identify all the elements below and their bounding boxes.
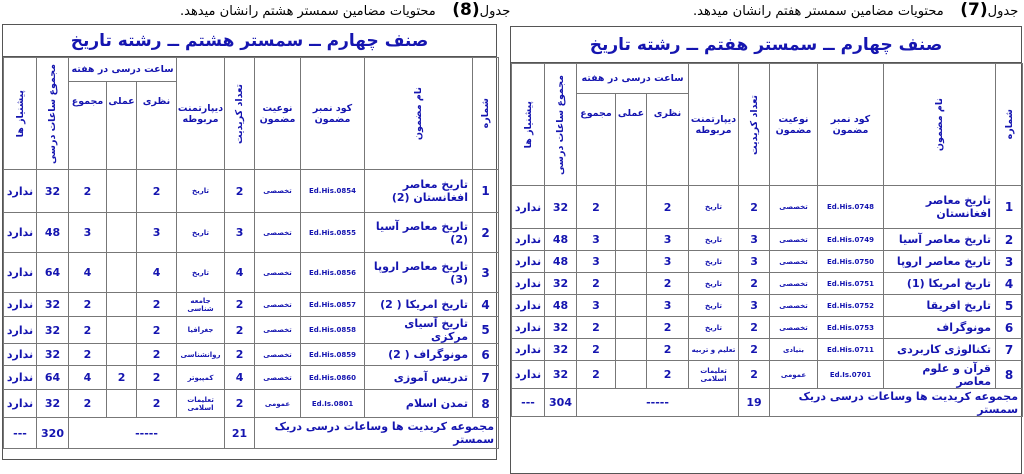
subject-name: تدریس آموزی xyxy=(365,366,473,390)
prerequisite: ندارد xyxy=(4,293,37,317)
total-hours: 32 xyxy=(37,344,69,366)
subject-code: Ed.His.0854 xyxy=(301,170,365,213)
practical-hours xyxy=(616,339,647,361)
subject-name: تاریخ معاصر اروپا xyxy=(884,251,996,273)
department: کمپیوتر xyxy=(177,366,225,390)
subject-code: Ed.His.0711 xyxy=(818,339,884,361)
subject-name: مونوگراف xyxy=(884,317,996,339)
prerequisite: ندارد xyxy=(512,361,545,389)
subject-type: تخصصی xyxy=(770,229,818,251)
weekly-total: 3 xyxy=(577,251,616,273)
prerequisite: ندارد xyxy=(4,390,37,418)
footer-weekly: ----- xyxy=(577,389,739,417)
header-total: مجموع xyxy=(69,82,107,170)
semester8-table xyxy=(3,57,499,449)
subject-name: تاریخ معاصر افغانستان (2) xyxy=(365,170,473,213)
weekly-total: 2 xyxy=(69,390,107,418)
department: جامعه شناسی xyxy=(177,293,225,317)
department: تاریخ xyxy=(177,253,225,293)
header-subject: نام مضمون xyxy=(884,64,996,186)
weekly-total: 2 xyxy=(577,339,616,361)
practical-hours xyxy=(107,293,137,317)
practical-hours xyxy=(616,273,647,295)
total-hours: 32 xyxy=(545,339,577,361)
theory-hours: 2 xyxy=(647,339,689,361)
table-row xyxy=(4,293,499,317)
footer-credits: 21 xyxy=(225,418,255,449)
table-row xyxy=(4,366,499,390)
semester7-panel xyxy=(510,26,1022,474)
header-practical: عملی xyxy=(107,82,137,170)
semester8-footer xyxy=(4,418,499,449)
subject-type: تخصصی xyxy=(255,213,301,253)
total-hours: 32 xyxy=(545,361,577,389)
theory-hours: 2 xyxy=(647,186,689,229)
footer-label: مجموعه کریدیت ها وساعات درسی دریک سمستر xyxy=(255,418,499,449)
department: تعلیمات اسلامی xyxy=(689,361,739,389)
header-subject: نام مضمون xyxy=(365,58,473,170)
table-row xyxy=(4,317,499,344)
prerequisite: ندارد xyxy=(512,295,545,317)
department: تاریخ xyxy=(689,186,739,229)
row-number: 3 xyxy=(996,251,1023,273)
header-dept: دیپارتمنت مربوطه xyxy=(689,64,739,186)
subject-name: تاریخ امریکا ( 2) xyxy=(365,293,473,317)
table-row xyxy=(512,295,1023,317)
practical-hours xyxy=(616,361,647,389)
header-weekly-hours: ساعت درسی در هفته xyxy=(577,64,689,94)
credits: 4 xyxy=(225,366,255,390)
theory-hours: 3 xyxy=(137,213,177,253)
total-hours: 32 xyxy=(545,186,577,229)
subject-name: تاریخ امریکا (1) xyxy=(884,273,996,295)
table7-caption xyxy=(693,0,1018,20)
subject-type: بنیادی xyxy=(770,339,818,361)
credits: 3 xyxy=(739,295,770,317)
subject-type: عمومی xyxy=(255,390,301,418)
header-theory: نظری xyxy=(137,82,177,170)
department: تعلیم و تربیه xyxy=(689,339,739,361)
table-row xyxy=(512,251,1023,273)
theory-hours: 2 xyxy=(137,293,177,317)
row-number: 6 xyxy=(996,317,1023,339)
credits: 3 xyxy=(225,213,255,253)
subject-name: تاریخ آسیای مرکزی xyxy=(365,317,473,344)
credits: 2 xyxy=(739,273,770,295)
prerequisite: ندارد xyxy=(512,317,545,339)
prerequisite: ندارد xyxy=(4,317,37,344)
header-code: کود نمبر مضمون xyxy=(818,64,884,186)
credits: 2 xyxy=(739,361,770,389)
subject-type: تخصصی xyxy=(255,366,301,390)
row-number: 2 xyxy=(996,229,1023,251)
subject-name: قرآن و علوم معاصر xyxy=(884,361,996,389)
weekly-total: 2 xyxy=(577,361,616,389)
practical-hours xyxy=(616,317,647,339)
footer-prereq: --- xyxy=(512,389,545,417)
header-row-number: شماره xyxy=(996,64,1023,186)
department: تاریخ xyxy=(177,170,225,213)
subject-type: تخصصی xyxy=(770,317,818,339)
caption-text: محتویات مضامین سمستر هفتم رانشان میدهد. xyxy=(693,4,944,19)
total-hours: 32 xyxy=(37,170,69,213)
credits: 2 xyxy=(225,170,255,213)
table-row xyxy=(512,339,1023,361)
practical-hours xyxy=(107,253,137,293)
total-hours: 32 xyxy=(545,273,577,295)
subject-code: Ed.His.0856 xyxy=(301,253,365,293)
subject-type: تخصصی xyxy=(770,186,818,229)
department: تاریخ xyxy=(689,317,739,339)
department: روانشناسی xyxy=(177,344,225,366)
weekly-total: 2 xyxy=(577,186,616,229)
header-type: نوعیت مضمون xyxy=(255,58,301,170)
subject-code: Ed.His.0857 xyxy=(301,293,365,317)
practical-hours: 2 xyxy=(107,366,137,390)
footer-hours: 304 xyxy=(545,389,577,417)
semester8-panel xyxy=(2,24,497,460)
subject-code: Ed.His.0859 xyxy=(301,344,365,366)
total-hours: 48 xyxy=(545,295,577,317)
subject-code: Ed.His.0858 xyxy=(301,317,365,344)
header-practical: عملی xyxy=(616,94,647,186)
header-total-hours: مجموع ساعات درسی xyxy=(37,58,69,170)
subject-type: تخصصی xyxy=(255,293,301,317)
row-number: 7 xyxy=(473,366,499,390)
subject-type: تخصصی xyxy=(255,253,301,293)
row-number: 8 xyxy=(996,361,1023,389)
credits: 2 xyxy=(739,339,770,361)
theory-hours: 2 xyxy=(647,273,689,295)
table-row xyxy=(512,186,1023,229)
prerequisite: ندارد xyxy=(512,186,545,229)
weekly-total: 4 xyxy=(69,253,107,293)
caption-number: (8) xyxy=(452,0,480,20)
subject-name: تکنالوژی کاربردی xyxy=(884,339,996,361)
subject-code: Ed.Is.0701 xyxy=(818,361,884,389)
subject-name: تاریخ افریقا xyxy=(884,295,996,317)
department: تاریخ xyxy=(689,273,739,295)
subject-name: تاریخ معاصر آسیا (2) xyxy=(365,213,473,253)
prerequisite: ندارد xyxy=(512,339,545,361)
theory-hours: 2 xyxy=(137,317,177,344)
total-hours: 32 xyxy=(37,317,69,344)
credits: 2 xyxy=(739,186,770,229)
credits: 2 xyxy=(225,293,255,317)
theory-hours: 3 xyxy=(647,251,689,273)
subject-code: Ed.Is.0801 xyxy=(301,390,365,418)
table-row xyxy=(512,229,1023,251)
row-number: 7 xyxy=(996,339,1023,361)
practical-hours xyxy=(107,390,137,418)
total-hours: 48 xyxy=(545,229,577,251)
subject-type: تخصصی xyxy=(770,251,818,273)
table-row xyxy=(512,273,1023,295)
subject-code: Ed.His.0749 xyxy=(818,229,884,251)
weekly-total: 3 xyxy=(69,213,107,253)
subject-type: تخصصی xyxy=(255,344,301,366)
caption-number: (7) xyxy=(960,0,988,20)
weekly-total: 3 xyxy=(577,229,616,251)
table8-caption xyxy=(180,0,510,20)
header-theory: نظری xyxy=(647,94,689,186)
header-total: مجموع xyxy=(577,94,616,186)
department: تاریخ xyxy=(689,229,739,251)
table-row xyxy=(4,170,499,213)
credits: 2 xyxy=(225,344,255,366)
subject-code: Ed.His.0753 xyxy=(818,317,884,339)
theory-hours: 3 xyxy=(647,295,689,317)
credits: 3 xyxy=(739,251,770,273)
practical-hours xyxy=(107,170,137,213)
subject-code: Ed.His.0855 xyxy=(301,213,365,253)
total-hours: 48 xyxy=(545,251,577,273)
theory-hours: 2 xyxy=(137,170,177,213)
weekly-total: 2 xyxy=(577,273,616,295)
practical-hours xyxy=(616,295,647,317)
total-hours: 48 xyxy=(37,213,69,253)
prerequisite: ندارد xyxy=(512,251,545,273)
credits: 2 xyxy=(739,317,770,339)
footer-hours: 320 xyxy=(37,418,69,449)
row-number: 1 xyxy=(996,186,1023,229)
practical-hours xyxy=(616,251,647,273)
prerequisite: ندارد xyxy=(4,366,37,390)
prerequisite: ندارد xyxy=(512,229,545,251)
credits: 3 xyxy=(739,229,770,251)
caption-text: محتویات مضامین سمستر هشتم رانشان میدهد. xyxy=(180,4,436,19)
footer-weekly: ----- xyxy=(69,418,225,449)
department: تاریخ xyxy=(177,213,225,253)
theory-hours: 2 xyxy=(647,361,689,389)
prerequisite: ندارد xyxy=(4,253,37,293)
theory-hours: 3 xyxy=(647,229,689,251)
table-row xyxy=(512,361,1023,389)
credits: 2 xyxy=(225,317,255,344)
header-row-number: شماره xyxy=(473,58,499,170)
prerequisite: ندارد xyxy=(4,170,37,213)
department: جغرافیا xyxy=(177,317,225,344)
semester8-rows xyxy=(4,170,499,418)
weekly-total: 2 xyxy=(69,317,107,344)
total-hours: 32 xyxy=(545,317,577,339)
theory-hours: 2 xyxy=(137,390,177,418)
credits: 2 xyxy=(225,390,255,418)
theory-hours: 2 xyxy=(137,344,177,366)
theory-hours: 4 xyxy=(137,253,177,293)
weekly-total: 2 xyxy=(69,344,107,366)
semester7-footer xyxy=(512,389,1023,417)
total-hours: 32 xyxy=(37,390,69,418)
prerequisite: ندارد xyxy=(4,213,37,253)
table-row xyxy=(4,253,499,293)
prerequisite: ندارد xyxy=(4,344,37,366)
footer-label: مجموعه کریدیت ها وساعات درسی دریک سمستر xyxy=(770,389,1023,417)
table-row xyxy=(4,390,499,418)
weekly-total: 2 xyxy=(69,170,107,213)
weekly-total: 4 xyxy=(69,366,107,390)
header-total-hours: مجموع ساعات درسی xyxy=(545,64,577,186)
semester7-title: صنف چهارم ــ سمستر هفتم ــ رشته تاریخ xyxy=(511,27,1021,63)
header-type: نوعیت مضمون xyxy=(770,64,818,186)
header-prereq: پیشنیاز ها xyxy=(512,64,545,186)
practical-hours xyxy=(616,229,647,251)
row-number: 2 xyxy=(473,213,499,253)
department: تعلیمات اسلامی xyxy=(177,390,225,418)
semester8-title: صنف چهارم ــ سمستر هشتم ــ رشته تاریخ xyxy=(3,25,496,57)
subject-code: Ed.His.0748 xyxy=(818,186,884,229)
weekly-total: 3 xyxy=(577,295,616,317)
subject-code: Ed.His.0750 xyxy=(818,251,884,273)
footer-credits: 19 xyxy=(739,389,770,417)
subject-name: تمدن اسلام xyxy=(365,390,473,418)
theory-hours: 2 xyxy=(647,317,689,339)
practical-hours xyxy=(107,317,137,344)
practical-hours xyxy=(107,344,137,366)
table-row xyxy=(4,344,499,366)
row-number: 6 xyxy=(473,344,499,366)
weekly-total: 2 xyxy=(69,293,107,317)
table-row xyxy=(512,317,1023,339)
subject-code: Ed.His.0752 xyxy=(818,295,884,317)
row-number: 4 xyxy=(473,293,499,317)
subject-name: تاریخ معاصر آسیا xyxy=(884,229,996,251)
subject-type: تخصصی xyxy=(255,170,301,213)
caption-prefix: جدول xyxy=(479,4,511,19)
row-number: 8 xyxy=(473,390,499,418)
department: تاریخ xyxy=(689,295,739,317)
prerequisite: ندارد xyxy=(512,273,545,295)
row-number: 5 xyxy=(996,295,1023,317)
practical-hours xyxy=(107,213,137,253)
semester7-table xyxy=(511,63,1023,417)
footer-prereq: --- xyxy=(4,418,37,449)
semester7-rows xyxy=(512,186,1023,389)
subject-name: مونوگراف ( 2) xyxy=(365,344,473,366)
row-number: 3 xyxy=(473,253,499,293)
total-hours: 64 xyxy=(37,366,69,390)
subject-name: تاریخ معاصر افغانستان xyxy=(884,186,996,229)
header-dept: دیپارتمنت مربوطه xyxy=(177,58,225,170)
theory-hours: 2 xyxy=(137,366,177,390)
header-weekly-hours: ساعت درسی در هفته xyxy=(69,58,177,82)
table-row xyxy=(4,213,499,253)
caption-prefix: جدول xyxy=(987,4,1019,19)
department: تاریخ xyxy=(689,251,739,273)
total-hours: 64 xyxy=(37,253,69,293)
total-hours: 32 xyxy=(37,293,69,317)
weekly-total: 2 xyxy=(577,317,616,339)
header-credits: تعداد کریدیت xyxy=(739,64,770,186)
subject-code: Ed.His.0860 xyxy=(301,366,365,390)
subject-name: تاریخ معاصر اروپا (3) xyxy=(365,253,473,293)
row-number: 5 xyxy=(473,317,499,344)
subject-code: Ed.His.0751 xyxy=(818,273,884,295)
subject-type: تخصصی xyxy=(770,273,818,295)
practical-hours xyxy=(616,186,647,229)
credits: 4 xyxy=(225,253,255,293)
subject-type: عمومی xyxy=(770,361,818,389)
header-credits: تعداد کریدیت xyxy=(225,58,255,170)
header-prereq: پیشنیاز ها xyxy=(4,58,37,170)
subject-type: تخصصی xyxy=(255,317,301,344)
header-code: کود نمبر مضمون xyxy=(301,58,365,170)
subject-type: تخصصی xyxy=(770,295,818,317)
row-number: 1 xyxy=(473,170,499,213)
row-number: 4 xyxy=(996,273,1023,295)
